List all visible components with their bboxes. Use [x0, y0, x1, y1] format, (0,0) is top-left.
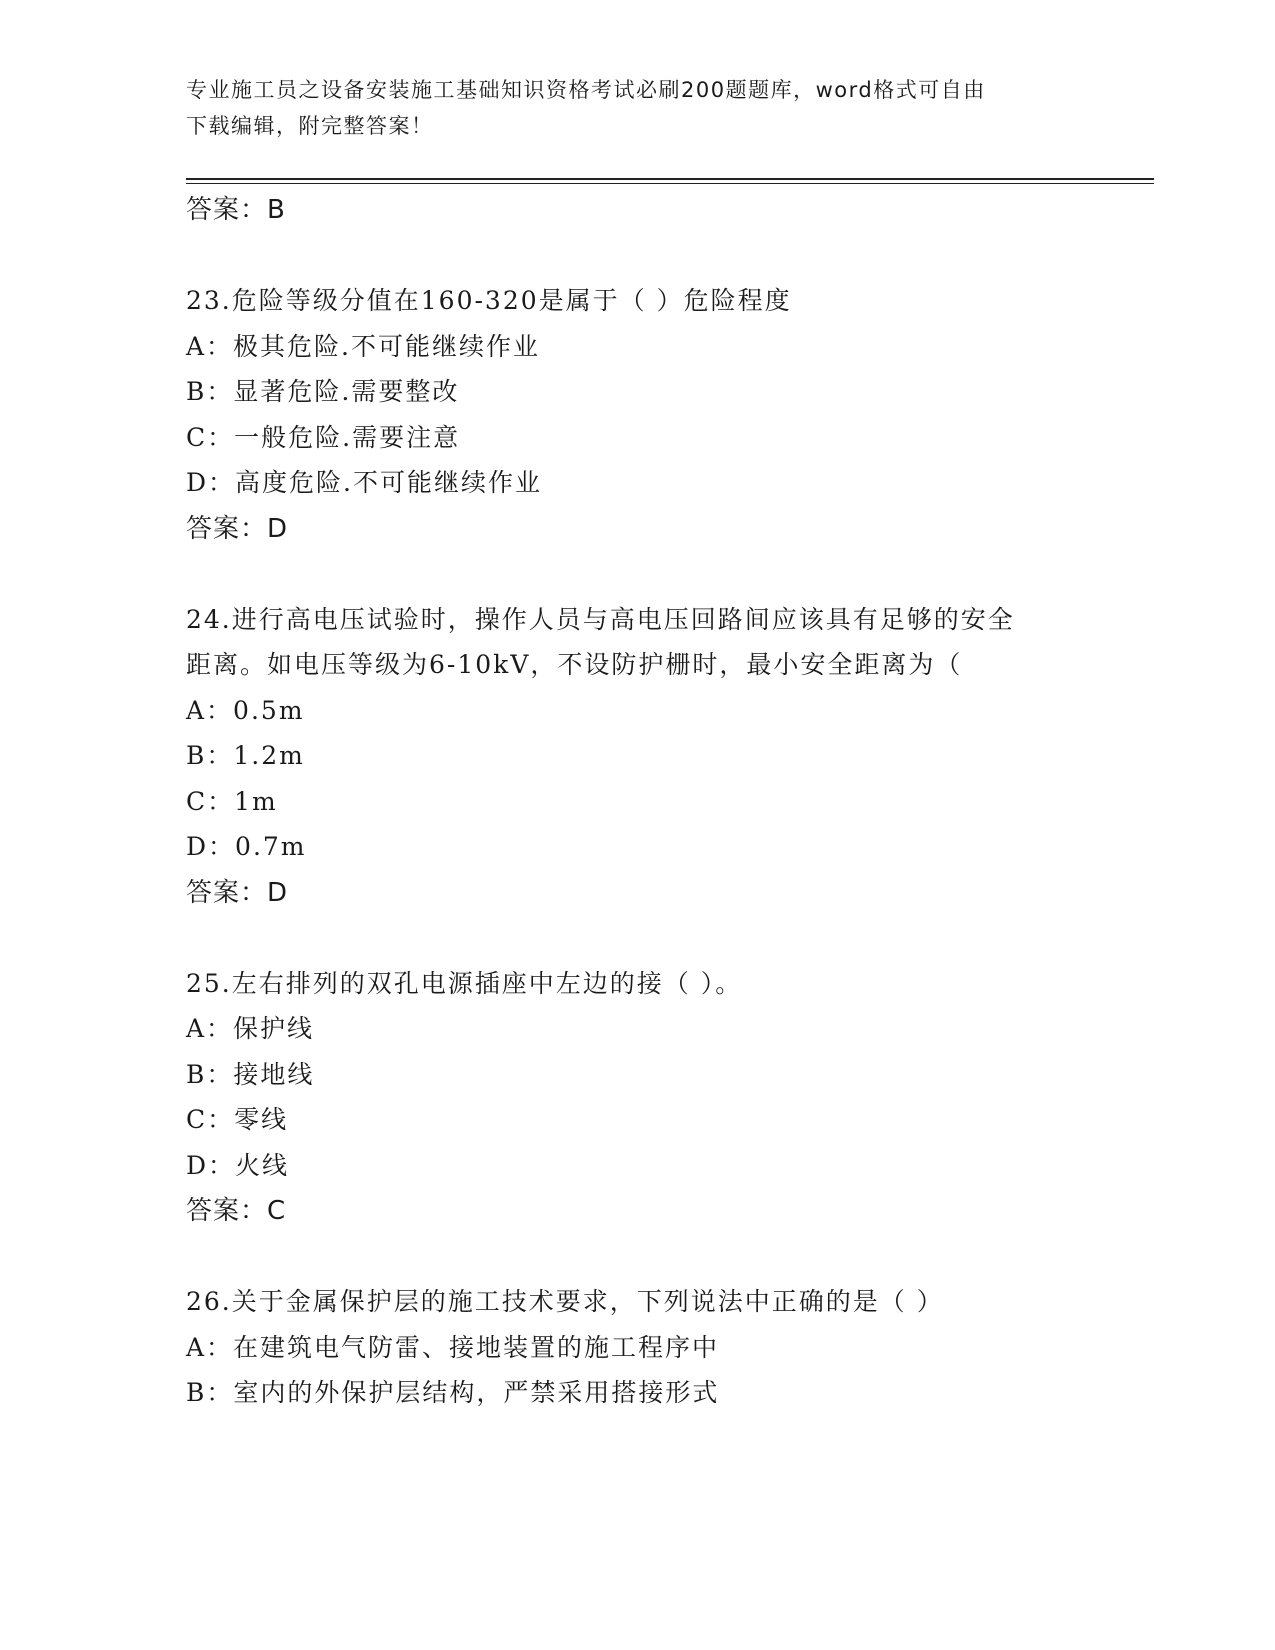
- question-list: [186, 187, 1154, 1416]
- option-b: B：接地线: [186, 1059, 315, 1089]
- option-a: A：0.5m: [186, 695, 305, 725]
- document-header: [186, 72, 1066, 144]
- header-line-2: 下载编辑，附完整答案！: [186, 114, 434, 138]
- option-d: D：火线: [186, 1150, 290, 1180]
- header-divider-thin: [186, 183, 1154, 184]
- question-text-continued: 距离。如电压等级为6-10kV，不设防护栅时，最小安全距离为（: [186, 650, 963, 679]
- option-a: A：保护线: [186, 1014, 315, 1043]
- option-c: C：零线: [186, 1105, 289, 1134]
- option-c: C：1m: [186, 786, 278, 816]
- option-a: A：在建筑电气防雷、接地装置的施工程序中: [186, 1332, 720, 1362]
- spacer: [186, 916, 1154, 961]
- answer-line: 答案：B: [186, 195, 286, 225]
- option-c: C：一般危险.需要注意: [186, 422, 461, 452]
- question-text: 26.关于金属保护层的施工技术要求，下列说法中正确的是（ ）: [186, 1287, 944, 1316]
- spacer: [186, 552, 1154, 597]
- question-text: 25.左右排列的双孔电源插座中左边的接（ ）。: [186, 968, 743, 998]
- answer-line: 答案：C: [186, 1196, 287, 1226]
- question-25: [186, 961, 1154, 1235]
- answer-line: 答案：D: [186, 877, 289, 908]
- option-d: D：高度危险.不可能继续作业: [186, 468, 542, 497]
- option-b: B：室内的外保护层结构，严禁采用搭接形式: [186, 1378, 720, 1407]
- question-text: 24.进行高电压试验时，操作人员与高电压回路间应该具有足够的安全: [186, 604, 1015, 634]
- header-line-1: 专业施工员之设备安装施工基础知识资格考试必刷200题题库，word格式可自由: [186, 78, 986, 102]
- answer-line: 答案：D: [186, 513, 289, 544]
- header-divider-thick: [186, 178, 1154, 180]
- spacer: [186, 1234, 1154, 1279]
- question-23: [186, 278, 1154, 552]
- option-a: A：极其危险.不可能继续作业: [186, 331, 541, 361]
- option-b: B：显著危险.需要整改: [186, 377, 460, 406]
- question-24: [186, 597, 1154, 916]
- question-26: [186, 1279, 1154, 1416]
- option-b: B：1.2m: [186, 741, 305, 770]
- option-d: D：0.7m: [186, 832, 307, 861]
- question-text: 23.危险等级分值在160-320是属于（ ）危险程度: [186, 286, 792, 315]
- spacer: [186, 233, 1154, 278]
